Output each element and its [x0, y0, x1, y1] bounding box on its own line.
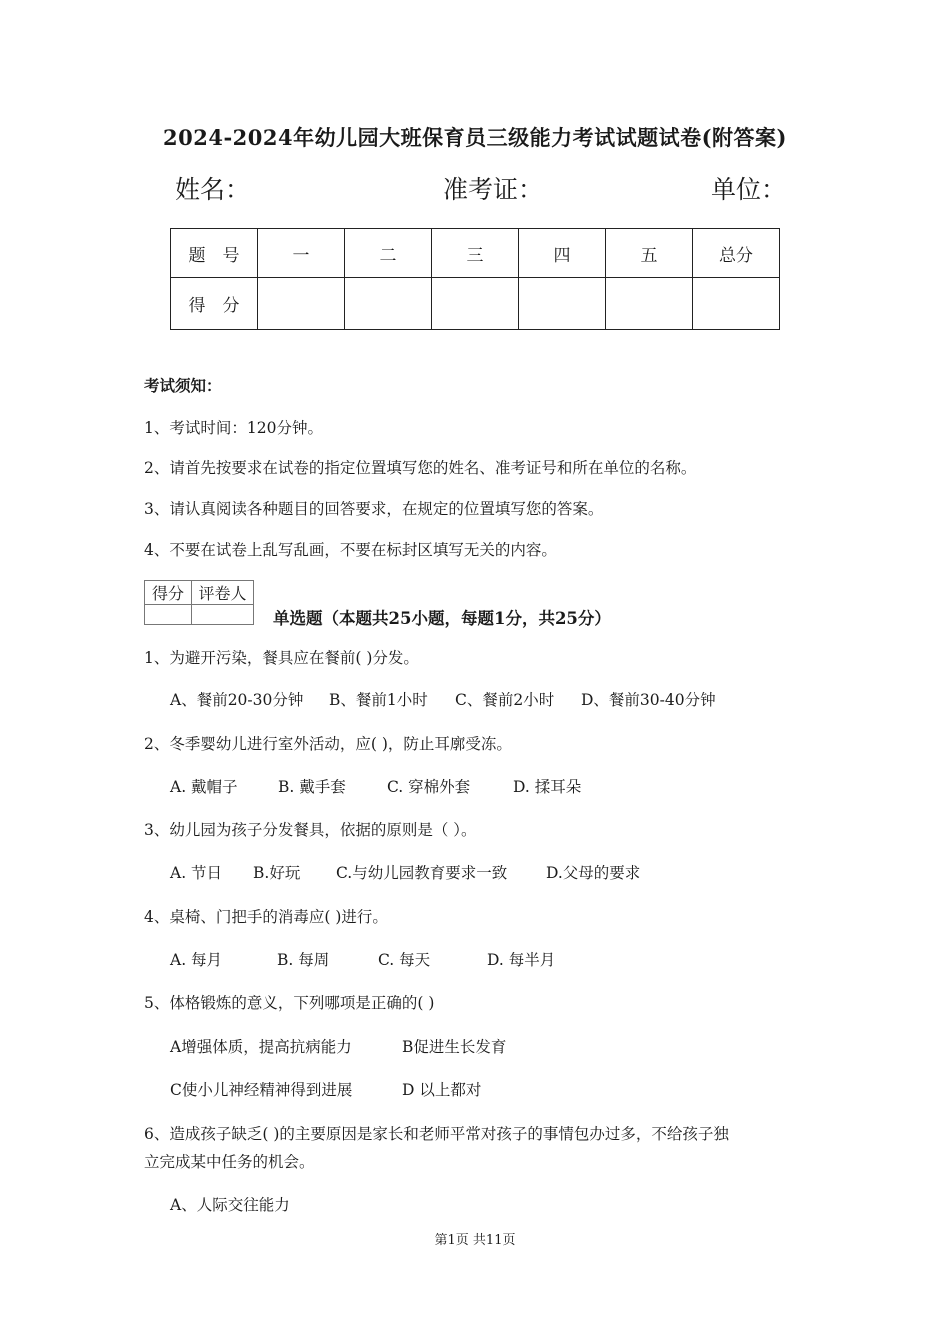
score-entry-cell[interactable]	[519, 278, 606, 330]
score-entry-cell[interactable]	[258, 278, 345, 330]
question-stem: 3、幼儿园为孩子分发餐具，依据的原则是（ ）。	[144, 821, 477, 839]
option[interactable]: B. 每周	[277, 951, 330, 969]
name-field-label: 姓名：	[175, 175, 251, 204]
section-title: 单选题（本题共25小题，每题1分，共25分）	[273, 609, 611, 628]
option[interactable]: D. 每半月	[487, 951, 556, 969]
option[interactable]: B. 戴手套	[278, 778, 346, 796]
option[interactable]: A. 每月	[170, 951, 223, 969]
option[interactable]: D、餐前30-40分钟	[581, 691, 716, 709]
option[interactable]: C. 穿棉外套	[387, 778, 471, 796]
option[interactable]: A增强体质，提高抗病能力	[170, 1038, 352, 1056]
question-options	[170, 690, 716, 712]
grader-score-label: 得分	[145, 581, 192, 605]
grader-reviewer-entry[interactable]	[192, 605, 254, 625]
option[interactable]: B.好玩	[253, 864, 301, 882]
score-header-cell: 五	[606, 229, 693, 278]
notice-item: 3、请认真阅读各种题目的回答要求，在规定的位置填写您的答案。	[144, 500, 604, 518]
option[interactable]: A、人际交往能力	[170, 1196, 290, 1214]
option[interactable]: B促进生长发育	[402, 1038, 507, 1056]
grader-reviewer-label: 评卷人	[192, 581, 254, 605]
question-options	[170, 1080, 481, 1102]
option[interactable]: C.与幼儿园教育要求一致	[336, 864, 508, 882]
score-table-header-row	[171, 229, 780, 278]
score-entry-cell[interactable]	[693, 278, 780, 330]
option[interactable]: D.父母的要求	[546, 864, 641, 882]
score-header-cell: 二	[345, 229, 432, 278]
question-options	[170, 863, 640, 885]
option[interactable]: A. 节日	[170, 864, 223, 882]
score-table-score-row	[171, 278, 780, 330]
exam-number-field-label: 准考证：	[443, 175, 544, 204]
option[interactable]: C. 每天	[378, 951, 431, 969]
score-header-cell: 三	[432, 229, 519, 278]
score-header-cell: 一	[258, 229, 345, 278]
score-entry-cell[interactable]	[606, 278, 693, 330]
option[interactable]: C、餐前2小时	[455, 691, 555, 709]
score-header-cell: 总分	[693, 229, 780, 278]
notice-item: 4、不要在试卷上乱写乱画，不要在标封区填写无关的内容。	[144, 541, 557, 559]
score-entry-cell[interactable]	[345, 278, 432, 330]
notice-item: 1、考试时间：120分钟。	[144, 419, 323, 437]
notice-heading: 考试须知：	[144, 376, 222, 395]
question-stem: 4、桌椅、门把手的消毒应( )进行。	[144, 908, 388, 926]
score-table	[170, 228, 780, 330]
question-options	[170, 777, 581, 799]
question-options	[170, 1195, 290, 1217]
question-stem: 2、冬季婴幼儿进行室外活动，应( )，防止耳廓受冻。	[144, 735, 512, 753]
notice-item: 2、请首先按要求在试卷的指定位置填写您的姓名、准考证号和所在单位的名称。	[144, 459, 697, 477]
question-stem-continued: 立完成某中任务的机会。	[144, 1153, 315, 1171]
unit-field-label: 单位：	[711, 175, 787, 204]
grader-score-entry[interactable]	[145, 605, 192, 625]
question-stem: 5、体格锻炼的意义，下列哪项是正确的( )	[144, 994, 435, 1012]
option[interactable]: C使小儿神经精神得到进展	[170, 1081, 353, 1099]
option[interactable]: D 以上都对	[402, 1081, 482, 1099]
grader-box	[144, 580, 254, 625]
option[interactable]: D. 揉耳朵	[513, 778, 582, 796]
question-stem: 1、为避开污染，餐具应在餐前( )分发。	[144, 649, 419, 667]
score-header-cell: 四	[519, 229, 606, 278]
option[interactable]: B、餐前1小时	[329, 691, 428, 709]
score-entry-cell[interactable]	[432, 278, 519, 330]
question-stem: 6、造成孩子缺乏( )的主要原因是家长和老师平常对孩子的事情包办过多，不给孩子独	[144, 1125, 729, 1143]
option[interactable]: A、餐前20-30分钟	[170, 691, 304, 709]
score-row-label: 得 分	[171, 278, 258, 330]
option[interactable]: A. 戴帽子	[170, 778, 238, 796]
question-options	[170, 950, 555, 972]
question-options	[170, 1037, 506, 1059]
page-footer: 第1页 共11页	[434, 1233, 516, 1248]
page-title: 2024-2024年幼儿园大班保育员三级能力考试试题试卷(附答案)	[163, 125, 787, 150]
score-header-cell: 题 号	[171, 229, 258, 278]
